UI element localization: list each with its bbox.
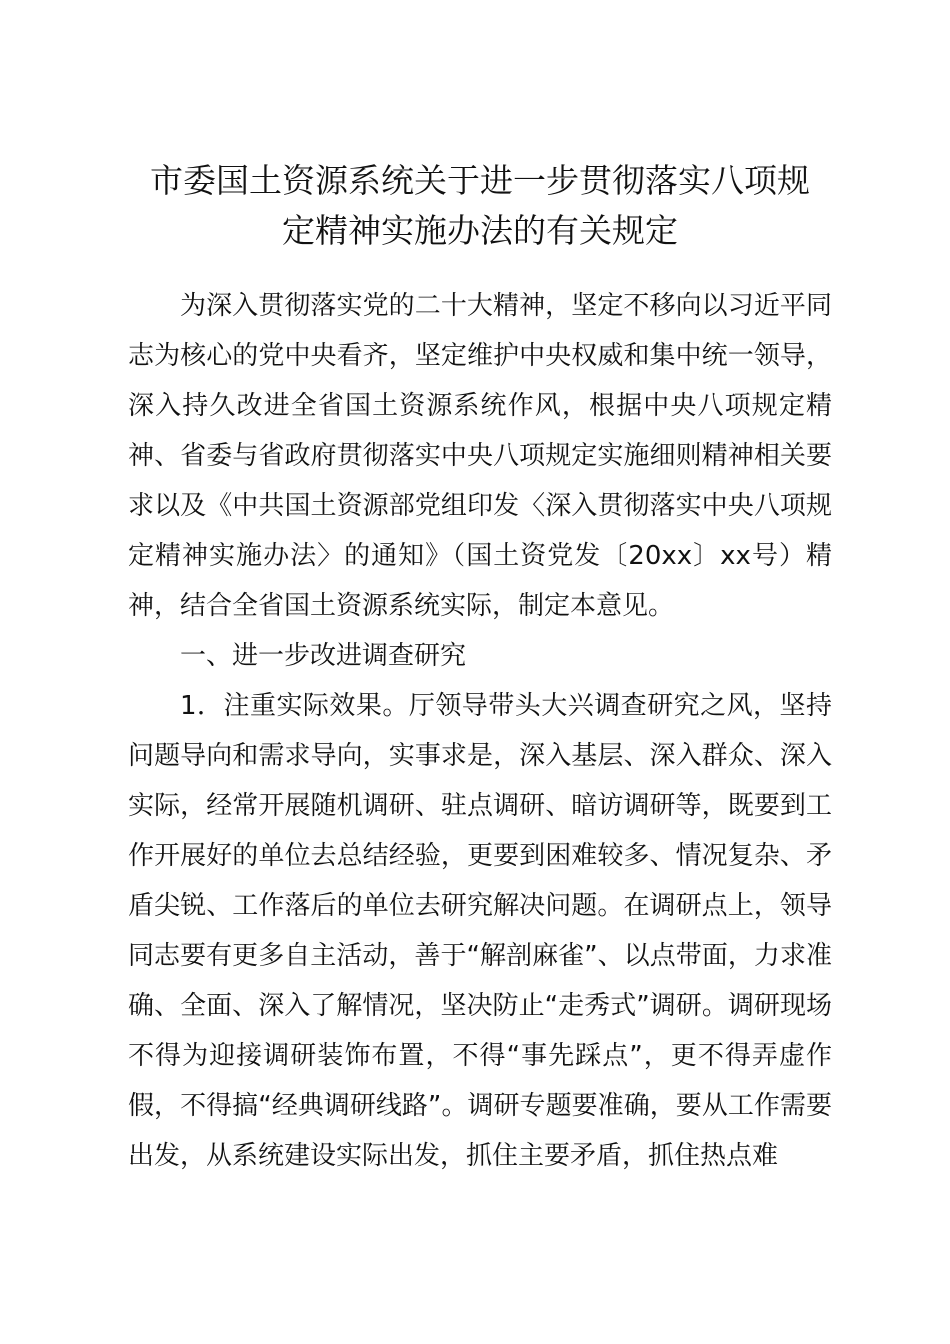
document-title [100,156,860,256]
intro-paragraph: 为深入贯彻落实党的二十大精神，坚定不移向以习近平同志为核心的党中央看齐，坚定维护中央权威和集中统一领导，深入持久改进全省国土资源系统作风，根据中央八项规定精神、省委与省政府贯彻落实中央八项规定实施细则精神相关要求以及《中共国土资源部党组印发〈深入贯彻落实中央八项规定精神实施办法〉的通知》（国土资党发〔20xx〕xx号）精神，结合全省国土资源系统实际，制定本意见。 [128,291,832,621]
item-paragraph-1: 1．注重实际效果。厅领导带头大兴调查研究之风，坚持问题导向和需求导向，实事求是，深入基层、深入群众、深入实际，经常开展随机调研、驻点调研、暗访调研等，既要到工作开展好的单位去总结经验，更要到困难较多、情况复杂、矛盾尖锐、工作落后的单位去研究解决问题。在调研点上，领导同志要有更多自主活动，善于“解剖麻雀”、以点带面，力求准确、全面、深入了解情况，坚决防止“走秀式”调研。调研现场不得为迎接调研装饰布置，不得“事先踩点”，更不得弄虚作假，不得搞“经典调研线路”。调研专题要准确，要从工作需要出发，从系统建设实际出发，抓住主要矛盾，抓住热点难 [128,691,832,1171]
document-body [128,281,832,1181]
title-line-2: 定精神实施办法的有关规定 [282,211,678,250]
title-line-1: 市委国土资源系统关于进一步贯彻落实八项规 [150,161,810,200]
section-heading-1: 一、进一步改进调查研究 [180,641,467,671]
